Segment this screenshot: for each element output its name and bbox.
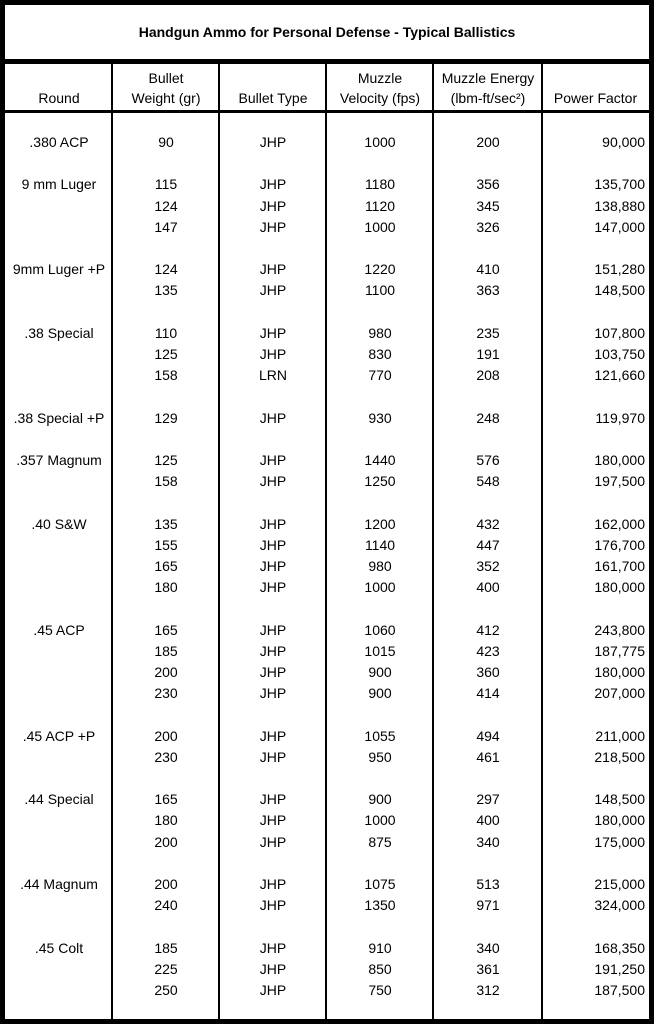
power-factor-cell: 147,000	[594, 218, 645, 235]
bullet-type-cell: JHP	[259, 833, 287, 850]
header-divider	[5, 110, 649, 113]
muzzle-energy-cell: 326	[476, 218, 500, 235]
bullet-type-cell: JHP	[259, 727, 287, 744]
bullet-weight-cell: 90	[158, 134, 174, 150]
bullet-weight-cell: 200	[154, 727, 178, 744]
round-cell: .40 S&W	[31, 515, 87, 532]
muzzle-velocity-cell: 950	[368, 748, 392, 765]
muzzle-energy-cell: 352	[476, 558, 500, 574]
muzzle-velocity-cell: 830	[368, 346, 392, 362]
round-cell: .357 Magnum	[16, 452, 102, 468]
muzzle-velocity-cell: 850	[368, 960, 392, 977]
muzzle-velocity-cell: 980	[368, 558, 392, 574]
bullet-weight-cell: 165	[154, 558, 178, 574]
power-factor-cell: 180,000	[594, 579, 645, 596]
bullet-type-cell: JHP	[259, 134, 287, 150]
bullet-weight-cell: 125	[154, 452, 178, 468]
muzzle-velocity-cell: 770	[368, 367, 392, 384]
column-divider	[218, 64, 220, 1019]
round-cell: .380 ACP	[29, 134, 89, 150]
bullet-weight-cell: 230	[154, 748, 178, 765]
bullet-type-cell: JHP	[259, 642, 287, 659]
bullet-type-cell: JHP	[259, 621, 287, 638]
power-factor-cell: 162,000	[594, 515, 645, 532]
muzzle-energy-cell: 356	[476, 176, 500, 193]
power-factor-cell: 121,660	[594, 367, 645, 384]
bullet-type-cell: JHP	[259, 748, 287, 765]
header-line: Round	[38, 90, 80, 106]
power-factor-cell: 215,000	[594, 876, 645, 892]
muzzle-velocity-cell: 1000	[364, 218, 396, 235]
table-title: Handgun Ammo for Personal Defense - Typical Ballistics	[138, 24, 516, 40]
muzzle-energy-cell: 340	[476, 939, 500, 956]
bullet-type-cell: JHP	[259, 982, 287, 998]
power-factor-cell: 207,000	[594, 685, 645, 702]
muzzle-energy-cell: 345	[476, 197, 500, 214]
muzzle-velocity-cell: 1075	[364, 876, 396, 892]
bullet-weight-cell: 125	[154, 346, 178, 362]
bullet-type-cell: JHP	[259, 515, 287, 532]
bullet-weight-cell: 180	[154, 579, 178, 596]
muzzle-velocity-cell: 1220	[364, 261, 396, 278]
muzzle-energy-cell: 191	[476, 346, 500, 362]
muzzle-velocity-cell: 1060	[364, 621, 396, 638]
bullet-type-cell: JHP	[259, 685, 287, 702]
round-cell: .38 Special +P	[13, 409, 105, 426]
power-factor-cell: 175,000	[594, 833, 645, 850]
muzzle-velocity-cell: 900	[368, 664, 392, 680]
power-factor-cell: 119,970	[595, 409, 645, 426]
muzzle-energy-cell: 400	[476, 579, 500, 596]
muzzle-velocity-cell: 1015	[364, 642, 396, 659]
bullet-weight-cell: 110	[154, 324, 178, 341]
power-factor-cell: 191,250	[594, 960, 645, 977]
header-muzzle-velocity	[328, 66, 432, 110]
muzzle-velocity-cell: 875	[368, 833, 392, 850]
power-factor-cell: 243,800	[594, 621, 645, 638]
muzzle-velocity-cell: 1055	[364, 727, 396, 744]
muzzle-velocity-cell: 1000	[364, 812, 396, 829]
power-factor-cell: 218,500	[594, 748, 645, 765]
power-factor-cell: 148,500	[594, 791, 645, 808]
bullet-weight-cell: 225	[154, 960, 178, 977]
muzzle-energy-cell: 410	[476, 261, 500, 278]
bullet-type-cell: JHP	[259, 536, 287, 553]
bullet-weight-cell: 180	[154, 812, 178, 829]
muzzle-velocity-cell: 1350	[364, 897, 396, 914]
bullet-type-cell: JHP	[259, 579, 287, 596]
muzzle-velocity-cell: 1000	[364, 579, 396, 596]
muzzle-energy-cell: 360	[476, 664, 500, 680]
bullet-type-cell: JHP	[259, 812, 287, 829]
bullet-type-cell: JHP	[259, 282, 287, 299]
muzzle-velocity-cell: 1100	[364, 282, 396, 299]
header-line: Muzzle	[357, 70, 403, 86]
bullet-weight-cell: 124	[154, 197, 178, 214]
header-bullet-weight	[114, 66, 218, 110]
bullet-type-cell: LRN	[258, 367, 287, 384]
power-factor-cell: 107,800	[594, 324, 645, 341]
muzzle-energy-cell: 414	[476, 685, 500, 702]
bullet-type-cell: JHP	[259, 218, 287, 235]
round-cell: .44 Special	[24, 791, 94, 808]
bullet-type-cell: JHP	[259, 324, 287, 341]
power-factor-cell: 176,700	[594, 536, 645, 553]
bullet-type-cell: JHP	[259, 473, 287, 490]
title-bar	[5, 5, 649, 64]
bullet-type-cell: JHP	[259, 452, 287, 468]
muzzle-energy-cell: 494	[476, 727, 500, 744]
muzzle-velocity-cell: 900	[368, 685, 392, 702]
muzzle-velocity-cell: 1200	[364, 515, 396, 532]
header-line: Power Factor	[553, 90, 638, 106]
muzzle-energy-cell: 235	[476, 324, 500, 341]
bullet-type-cell: JHP	[259, 939, 287, 956]
bullet-weight-cell: 185	[154, 642, 178, 659]
power-factor-cell: 103,750	[594, 346, 645, 362]
header-line: (lbm-ft/sec²)	[450, 90, 526, 106]
muzzle-velocity-cell: 1000	[364, 134, 396, 150]
power-factor-cell: 148,500	[594, 282, 645, 299]
bullet-type-cell: JHP	[259, 960, 287, 977]
round-cell: .45 Colt	[34, 939, 84, 956]
power-factor-cell: 211,000	[595, 727, 645, 744]
header-bullet-type	[221, 66, 325, 110]
bullet-type-cell: JHP	[259, 791, 287, 808]
muzzle-energy-cell: 576	[476, 452, 500, 468]
muzzle-energy-cell: 297	[476, 791, 500, 808]
muzzle-energy-cell: 312	[476, 982, 500, 998]
bullet-type-cell: JHP	[259, 197, 287, 214]
round-cell: 9mm Luger +P	[12, 261, 106, 278]
power-factor-cell: 180,000	[594, 664, 645, 680]
bullet-weight-cell: 158	[154, 367, 178, 384]
header-line: Bullet	[148, 70, 184, 86]
bullet-weight-cell: 200	[154, 876, 178, 892]
muzzle-energy-cell: 971	[476, 897, 500, 914]
muzzle-velocity-cell: 750	[368, 982, 392, 998]
power-factor-cell: 90,000	[602, 134, 645, 150]
column-divider	[432, 64, 434, 1019]
bullet-type-cell: JHP	[259, 261, 287, 278]
power-factor-cell: 138,880	[594, 197, 645, 214]
bullet-weight-cell: 135	[154, 282, 178, 299]
bullet-type-cell: JHP	[259, 176, 287, 193]
muzzle-energy-cell: 432	[476, 515, 500, 532]
bullet-weight-cell: 250	[154, 982, 178, 998]
muzzle-energy-cell: 248	[476, 409, 500, 426]
bullet-weight-cell: 200	[154, 833, 178, 850]
bullet-type-cell: JHP	[259, 409, 287, 426]
bullet-weight-cell: 240	[154, 897, 178, 914]
muzzle-energy-cell: 423	[476, 642, 500, 659]
power-factor-cell: 324,000	[594, 897, 645, 914]
power-factor-cell: 180,000	[594, 452, 645, 468]
header-line: Weight (gr)	[131, 90, 201, 106]
header-line: Muzzle Energy	[441, 70, 535, 86]
bullet-weight-cell: 155	[154, 536, 178, 553]
power-factor-cell: 197,500	[594, 473, 645, 490]
power-factor-cell: 187,500	[594, 982, 645, 998]
bullet-weight-cell: 200	[154, 664, 178, 680]
bullet-type-cell: JHP	[259, 664, 287, 680]
muzzle-energy-cell: 513	[476, 876, 500, 892]
muzzle-energy-cell: 363	[476, 282, 500, 299]
bullet-type-cell: JHP	[259, 558, 287, 574]
round-cell: .44 Magnum	[20, 876, 98, 892]
power-factor-cell: 135,700	[594, 176, 645, 193]
muzzle-energy-cell: 412	[476, 621, 500, 638]
header-line: Velocity (fps)	[339, 90, 421, 106]
header-line: Bullet Type	[238, 90, 308, 106]
muzzle-velocity-cell: 1250	[364, 473, 396, 490]
round-cell: .45 ACP +P	[22, 727, 96, 744]
muzzle-velocity-cell: 980	[368, 324, 392, 341]
bullet-weight-cell: 115	[154, 176, 178, 193]
power-factor-cell: 151,280	[594, 261, 645, 278]
header-power-factor	[544, 66, 647, 110]
bullet-type-cell: JHP	[259, 897, 287, 914]
muzzle-velocity-cell: 900	[368, 791, 392, 808]
bullet-weight-cell: 158	[154, 473, 178, 490]
power-factor-cell: 180,000	[594, 812, 645, 829]
bullet-weight-cell: 135	[154, 515, 178, 532]
bullet-weight-cell: 230	[154, 685, 178, 702]
bullet-type-cell: JHP	[259, 346, 287, 362]
muzzle-velocity-cell: 1120	[364, 197, 396, 214]
muzzle-velocity-cell: 1180	[364, 176, 396, 193]
header-round	[7, 66, 111, 110]
muzzle-velocity-cell: 930	[368, 409, 392, 426]
muzzle-energy-cell: 361	[476, 960, 500, 977]
round-cell: .45 ACP	[33, 621, 85, 638]
power-factor-cell: 187,775	[594, 642, 645, 659]
bullet-weight-cell: 129	[154, 409, 178, 426]
muzzle-energy-cell: 447	[476, 536, 500, 553]
muzzle-energy-cell: 548	[476, 473, 500, 490]
round-cell: .38 Special	[24, 324, 94, 341]
bullet-type-cell: JHP	[259, 876, 287, 892]
muzzle-velocity-cell: 1440	[364, 452, 396, 468]
muzzle-energy-cell: 200	[476, 134, 500, 150]
muzzle-energy-cell: 400	[476, 812, 500, 829]
column-divider	[325, 64, 327, 1019]
bullet-weight-cell: 165	[154, 621, 178, 638]
muzzle-velocity-cell: 910	[368, 939, 392, 956]
column-divider	[541, 64, 543, 1019]
column-divider	[111, 64, 113, 1019]
power-factor-cell: 168,350	[594, 939, 645, 956]
bullet-weight-cell: 147	[154, 218, 178, 235]
muzzle-energy-cell: 461	[476, 748, 500, 765]
header-muzzle-energy	[434, 66, 542, 110]
muzzle-energy-cell: 340	[476, 833, 500, 850]
bullet-weight-cell: 124	[154, 261, 178, 278]
bullet-weight-cell: 165	[154, 791, 178, 808]
muzzle-energy-cell: 208	[476, 367, 500, 384]
muzzle-velocity-cell: 1140	[364, 536, 396, 553]
bullet-weight-cell: 185	[154, 939, 178, 956]
round-cell: 9 mm Luger	[21, 176, 97, 193]
power-factor-cell: 161,700	[594, 558, 645, 574]
